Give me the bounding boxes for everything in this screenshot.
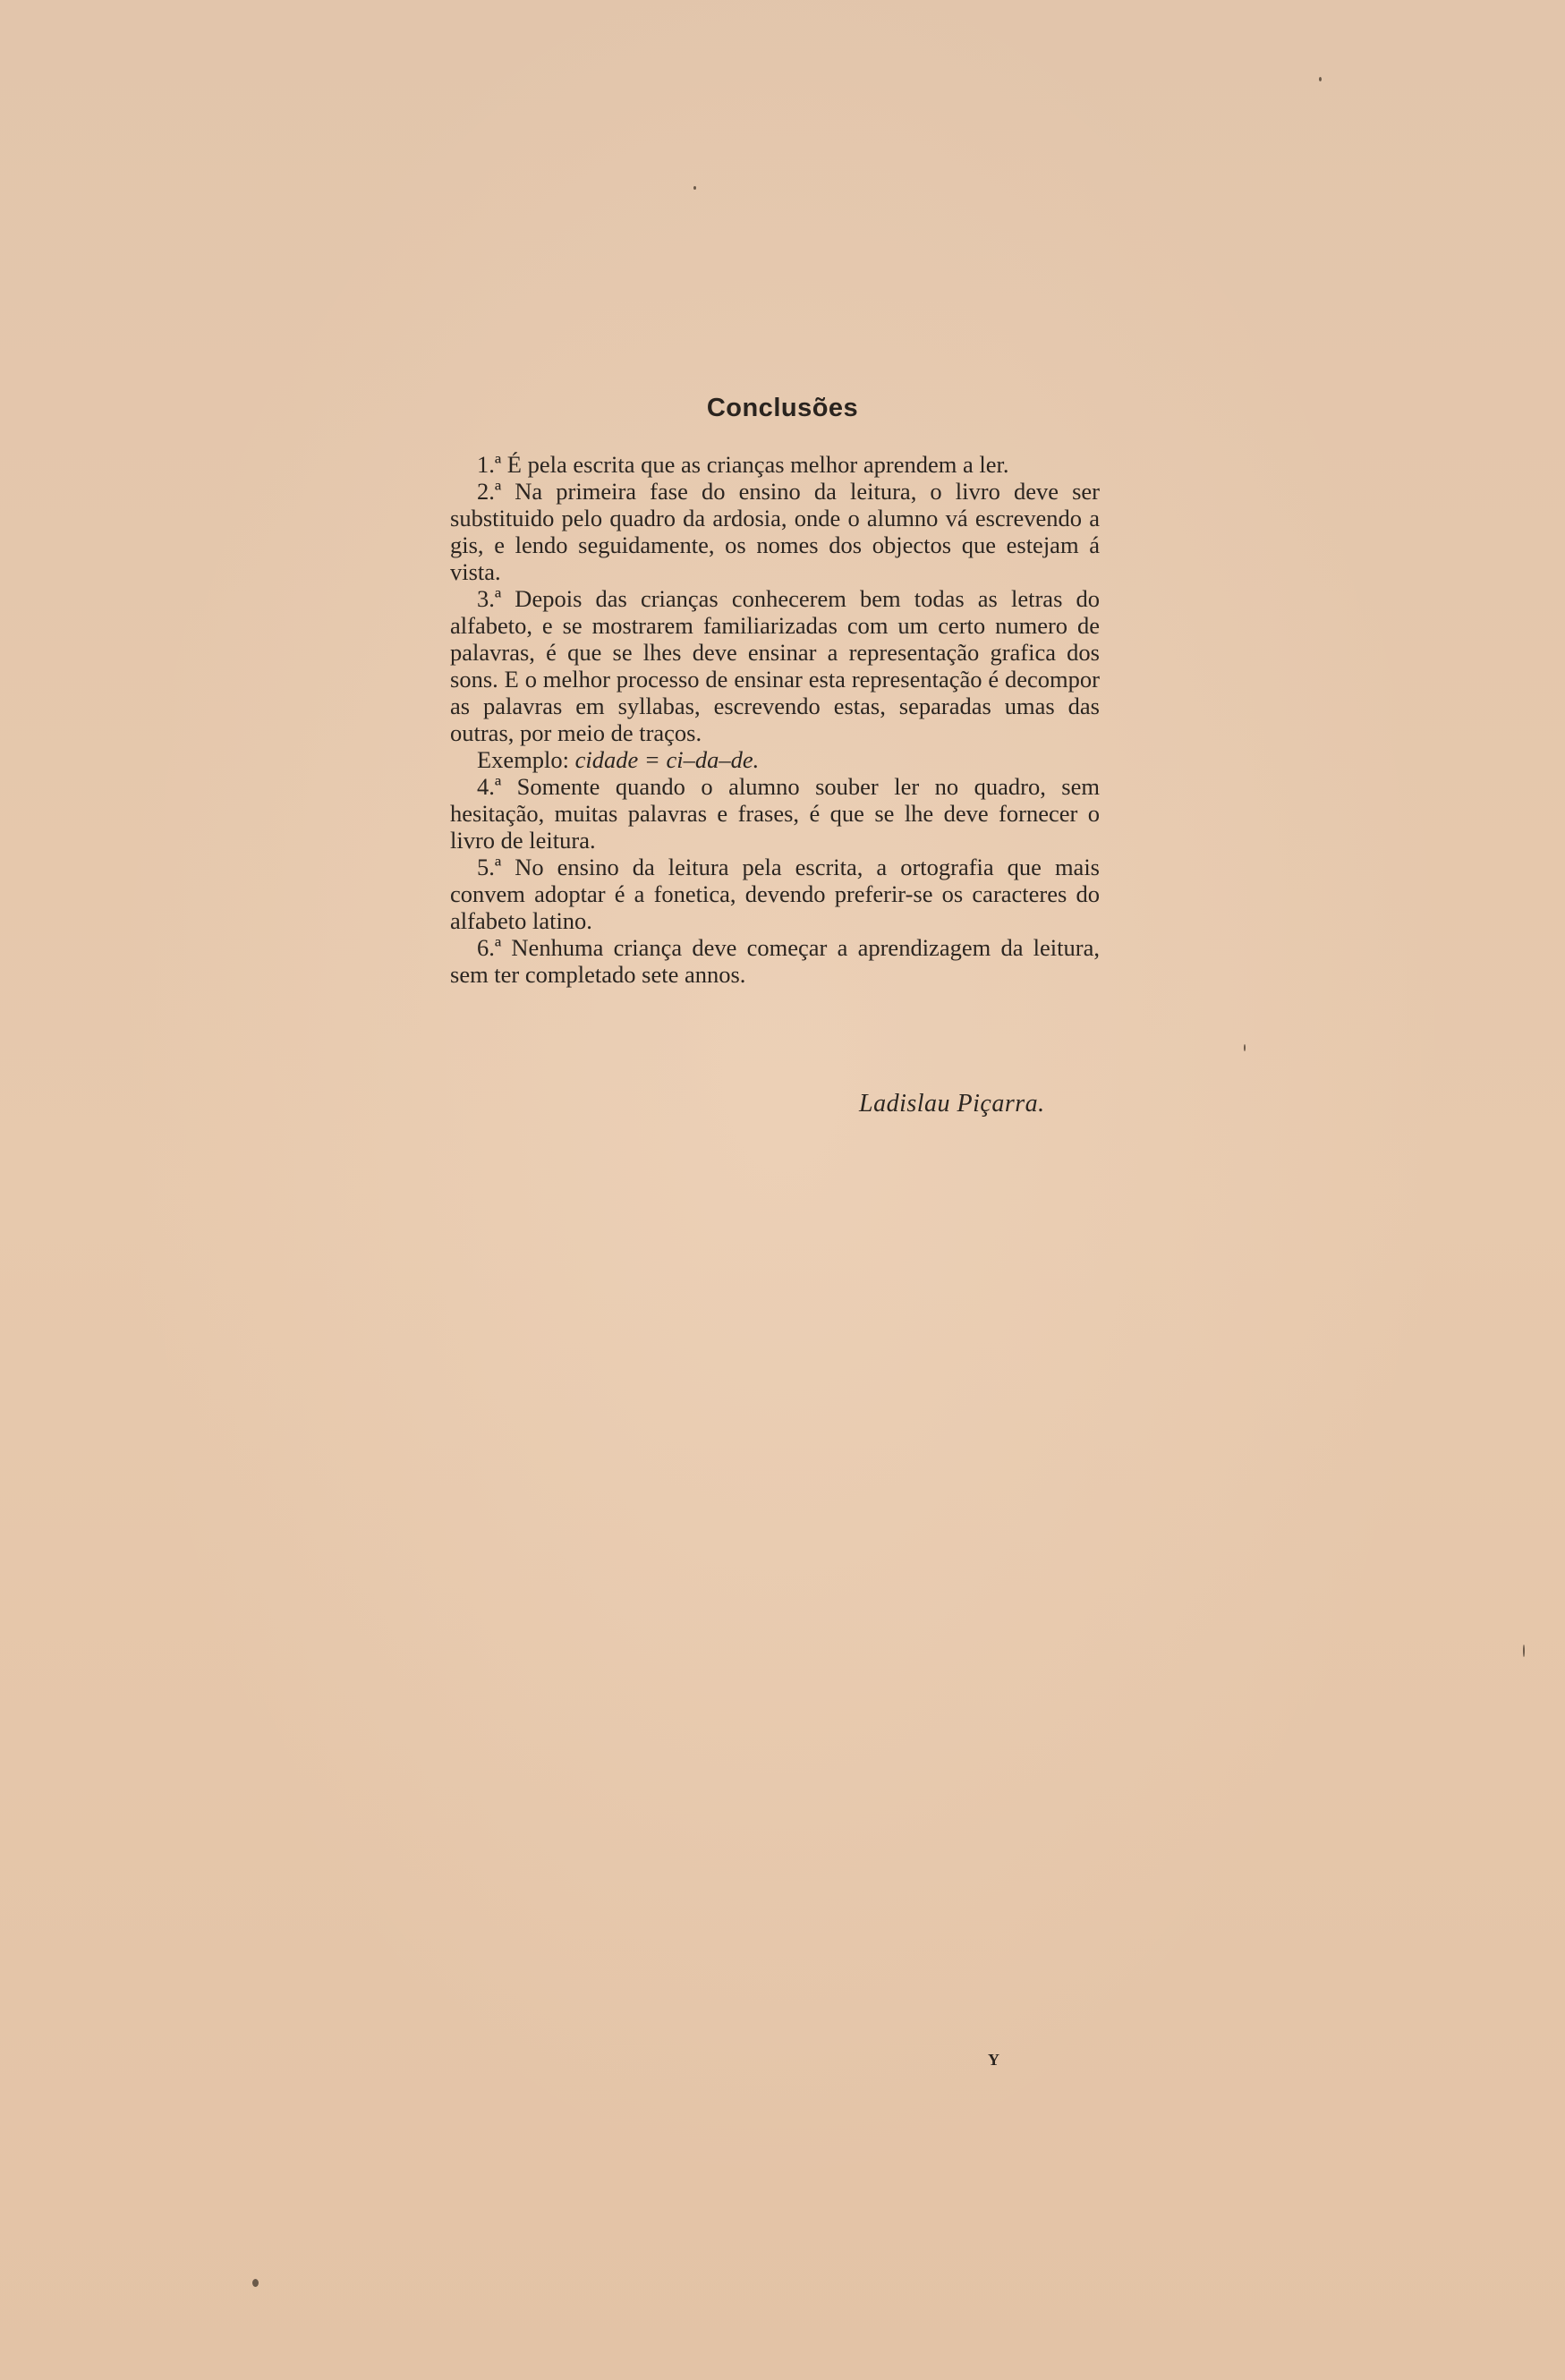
conclusion-6: 6.ª Nenhuma criança deve começar a aprendizagem da leitura, sem ter completado sete annos. xyxy=(450,934,1100,988)
conclusions-body xyxy=(450,451,1100,988)
page-title: Conclusões xyxy=(706,394,859,422)
author-signature: Ladislau Piçarra. xyxy=(859,1090,1045,1118)
paper-speck xyxy=(252,2279,259,2287)
example-label: Exemplo: xyxy=(477,746,570,773)
paper-speck xyxy=(693,186,696,190)
example-text: cidade = ci–da–de. xyxy=(574,746,760,773)
conclusion-3: 3.ª Depois das crianças conhecerem bem todas as letras do alfabeto, e se mostrarem familiarizadas com um certo numero de palavras, é que se lhes deve ensinar a representação grafica dos sons. E o melhor processo de ensinar esta representação é decompor as palavras em syllabas, escrevendo estas, separadas umas das outras, por meio de traços. xyxy=(450,585,1100,746)
conclusion-4: 4.ª Somente quando o alumno souber ler no quadro, sem hesitação, muitas palavras e frases, é que se lhe deve fornecer o livro de leitura. xyxy=(450,773,1100,854)
paper-speck xyxy=(1244,1044,1246,1051)
signature-mark: Y xyxy=(988,2051,999,2069)
example-line xyxy=(450,746,1100,773)
paper-speck xyxy=(1523,1645,1525,1657)
conclusion-1: 1.ª É pela escrita que as crianças melhor aprendem a ler. xyxy=(477,451,1009,478)
conclusion-5: 5.ª No ensino da leitura pela escrita, a ortografia que mais convem adoptar é a fonetica, devendo preferir-se os caracteres do alfabeto latino. xyxy=(450,854,1100,934)
paper-speck xyxy=(1319,77,1322,81)
conclusion-2: 2.ª Na primeira fase do ensino da leitura, o livro deve ser substituido pelo quadro da ardosia, onde o alumno vá escrevendo a gis, e lendo seguidamente, os nomes dos objectos que estejam á vista. xyxy=(450,478,1100,585)
